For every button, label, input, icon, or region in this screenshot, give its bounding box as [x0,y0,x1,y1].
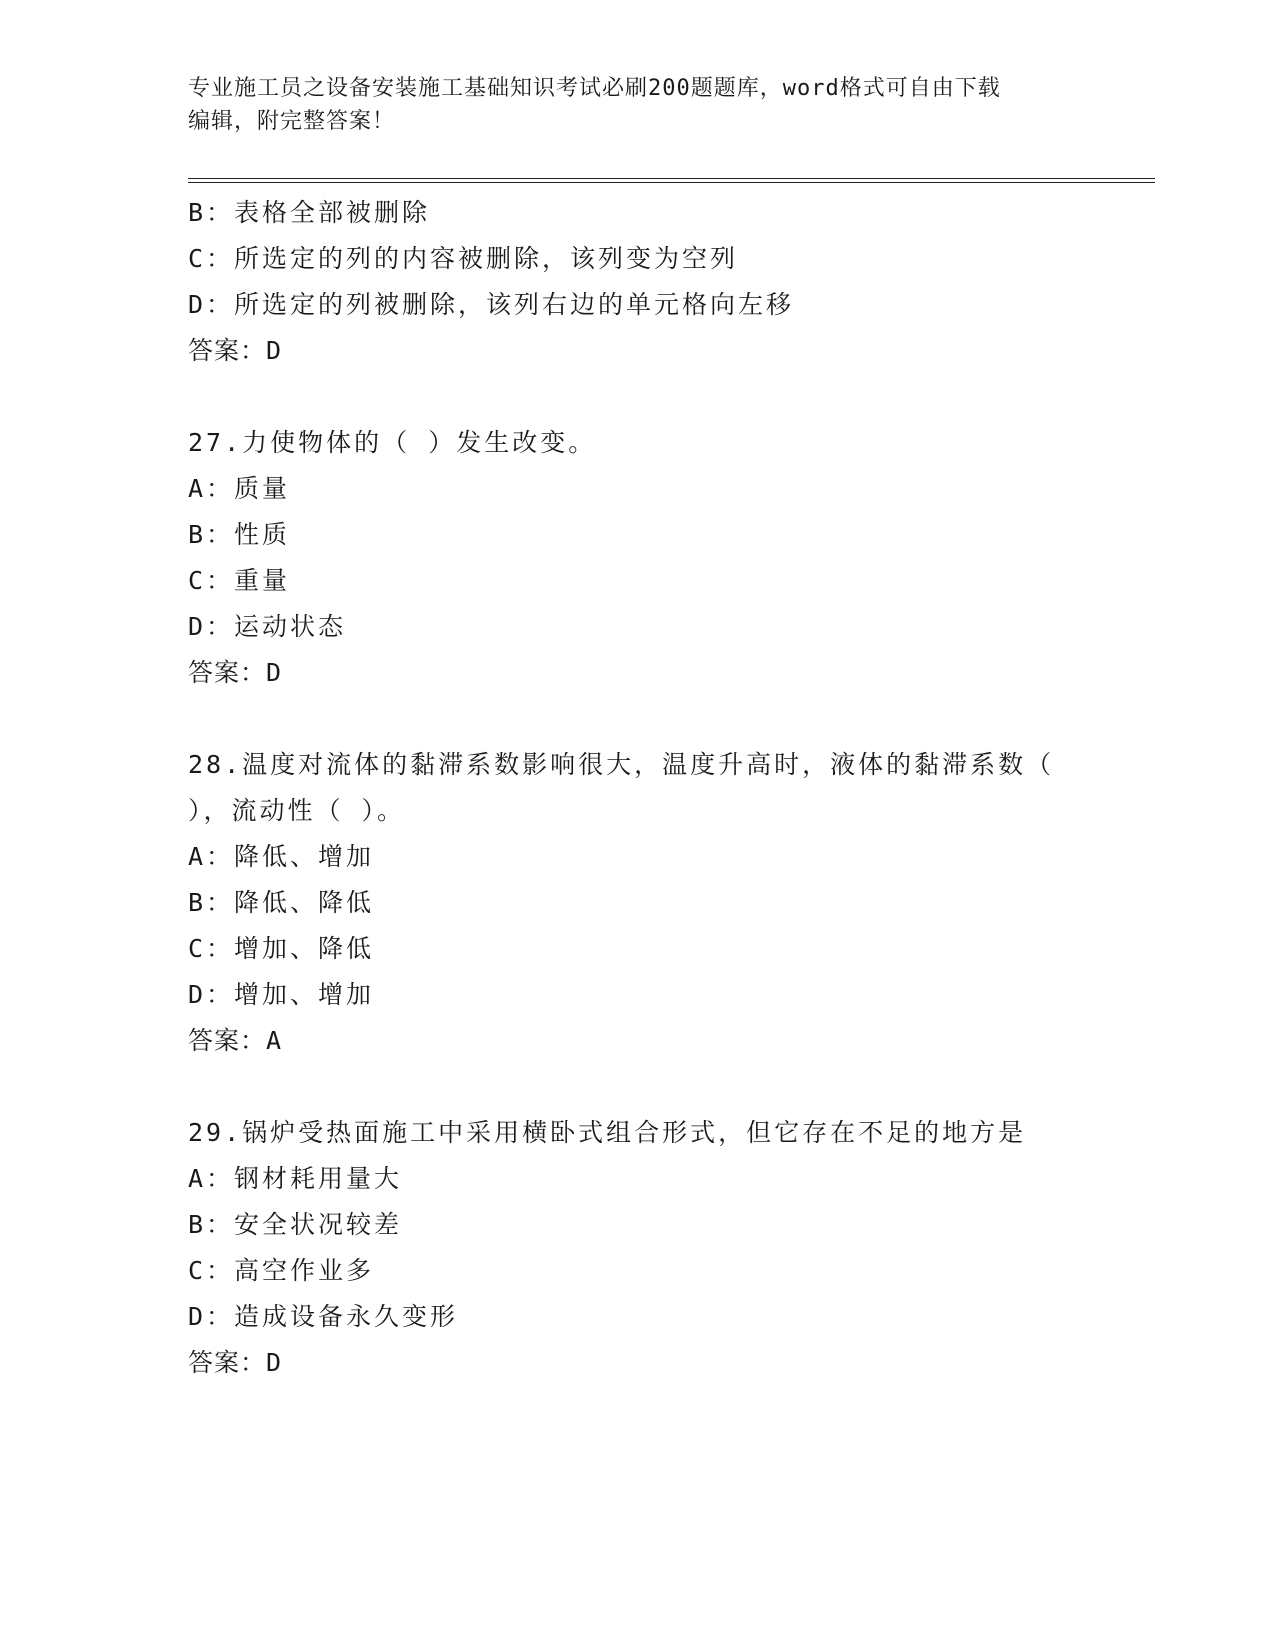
question-stem-continued: ），流动性（ ）。 [188,796,406,825]
option-a: A：钢材耗用量大 [188,1164,403,1193]
spacer [188,696,1148,742]
option-a: A：质量 [188,474,291,503]
header-title-line-1: 专业施工员之设备安装施工基础知识考试必刷200题题库，word格式可自由下载 [188,76,1001,101]
question-list [188,190,1148,1386]
question-stem: 27.力使物体的（ ）发生改变。 [188,428,597,457]
option-d: D：所选定的列被删除，该列右边的单元格向左移 [188,290,795,319]
answer-line: 答案：D [188,336,283,365]
option-a: A：降低、增加 [188,842,375,871]
question-26-continued [188,190,1148,374]
question-27 [188,420,1148,696]
option-c: C：重量 [188,566,291,595]
option-d: D：运动状态 [188,612,347,641]
question-stem: 28.温度对流体的黏滞系数影响很大，温度升高时，液体的黏滞系数（ [188,750,1055,779]
header-divider [188,178,1155,183]
question-stem: 29.锅炉受热面施工中采用横卧式组合形式，但它存在不足的地方是 [188,1118,1027,1147]
option-b: B：降低、降低 [188,888,375,917]
question-29 [188,1110,1148,1386]
option-d: D：增加、增加 [188,980,375,1009]
option-b: B：安全状况较差 [188,1210,403,1239]
answer-line: 答案：A [188,1026,283,1055]
option-c: C：高空作业多 [188,1256,375,1285]
answer-line: 答案：D [188,658,283,687]
option-b: B：性质 [188,520,291,549]
answer-line: 答案：D [188,1348,283,1377]
spacer [188,374,1148,420]
question-28 [188,742,1148,1064]
option-d: D：造成设备永久变形 [188,1302,459,1331]
option-b: B：表格全部被删除 [188,198,431,227]
header-title-line-2: 编辑，附完整答案！ [188,109,396,134]
option-c: C：增加、降低 [188,934,375,963]
spacer [188,1064,1148,1110]
option-c: C：所选定的列的内容被删除，该列变为空列 [188,244,739,273]
document-header [188,72,1088,138]
